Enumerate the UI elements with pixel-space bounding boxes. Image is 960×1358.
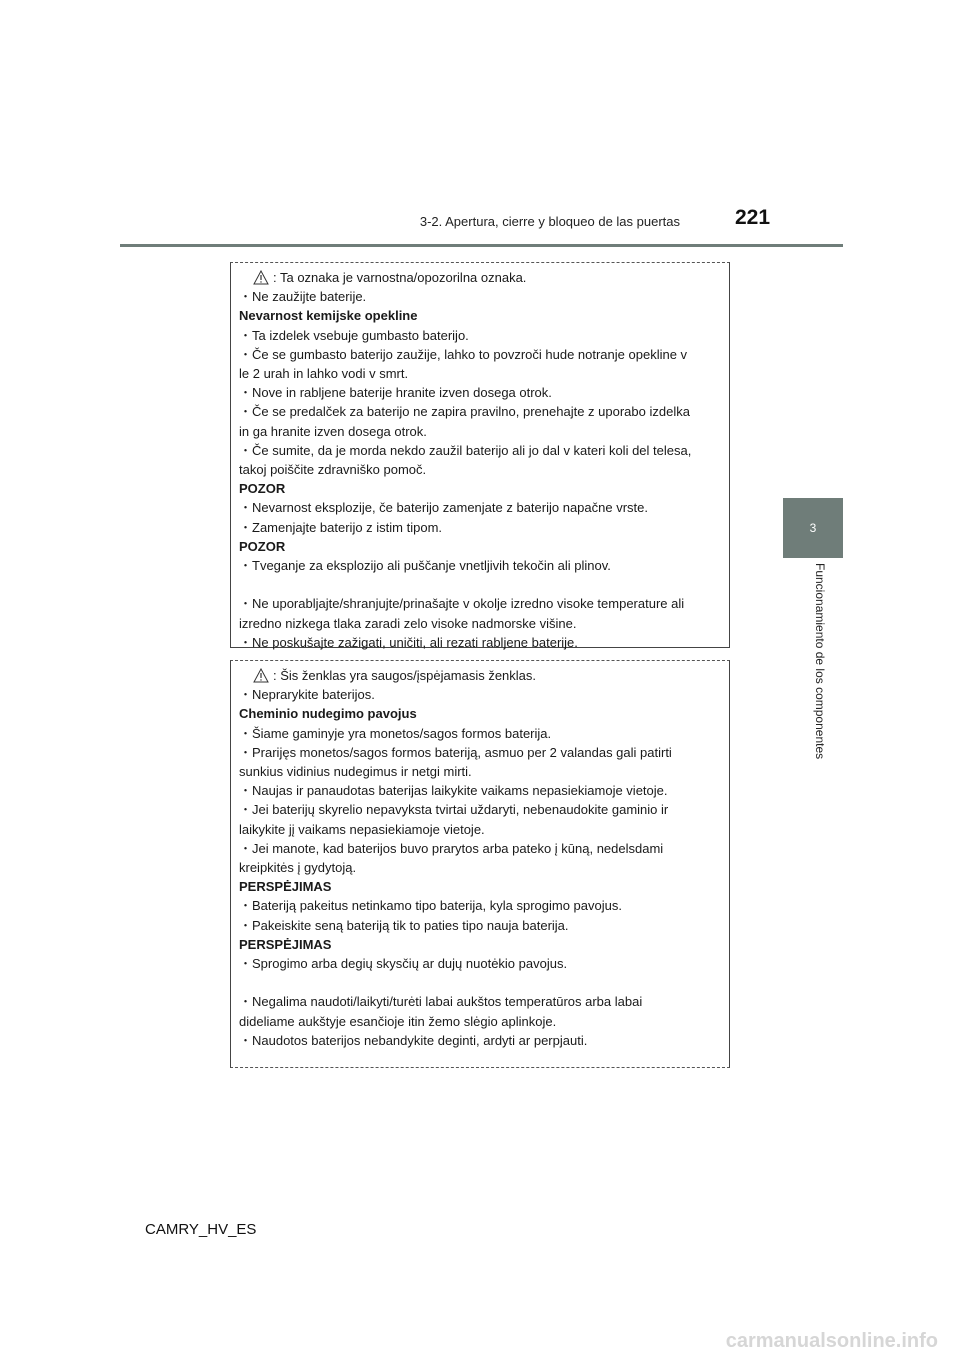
warning-line: laikykite jį vaikams nepasiekiamoje vietoje. xyxy=(239,821,485,837)
warning-line: Nevarnost kemijske opekline xyxy=(239,308,418,324)
warning-line: takoj poiščite zdravniško pomoč. xyxy=(239,462,427,478)
chapter-label: Funcionamiento de los componentes xyxy=(813,563,827,760)
watermark: carmanualsonline.info xyxy=(725,1330,938,1352)
warning-lines xyxy=(239,685,729,1050)
warning-line: dideliame aukštyje esančioje itin žemo slėgio aplinkoje. xyxy=(239,1013,557,1029)
warning-line: ・Nove in rabljene baterije hranite izven dosega otrok. xyxy=(239,385,552,401)
warning-box-lithuanian xyxy=(230,660,730,1068)
warning-line: kreipkitės į gydytoją. xyxy=(239,860,357,876)
warning-line: POZOR xyxy=(239,538,286,554)
warning-box-slovenian xyxy=(230,262,730,648)
warning-line: ・Naujas ir panaudotas baterijas laikykite vaikams nepasiekiamoje vietoje. xyxy=(239,783,668,799)
warning-line xyxy=(239,575,729,594)
warning-line: ・Zamenjajte baterijo z istim tipom. xyxy=(239,519,443,535)
warning-triangle-icon xyxy=(253,668,269,683)
warning-line: ・Prarijęs monetos/sagos formos bateriją, asmuo per 2 valandas gali patirti xyxy=(239,744,672,760)
warning-line: ・Ne poskušajte zažigati, uničiti, ali rezati rabljene baterije. xyxy=(239,634,578,650)
warning-line: ・Jei baterijų skyrelio nepavyksta tvirtai uždaryti, nebenaudokite gaminio ir xyxy=(239,802,669,818)
warning-line: ・Sprogimo arba degių skysčių ar dujų nuotėkio pavojus. xyxy=(239,956,568,972)
warning-line: le 2 urah in lahko vodi v smrt. xyxy=(239,366,409,382)
warning-line: ・Tveganje za eksplozijo ali puščanje vnetljivih tekočin ali plinov. xyxy=(239,558,611,574)
warning-line: ・Šiame gaminyje yra monetos/sagos formos baterija. xyxy=(239,725,552,741)
warning-line: PERSPĖJIMAS xyxy=(239,936,332,952)
model-code: CAMRY_HV_ES xyxy=(145,1221,257,1238)
warning-line: ・Ta izdelek vsebuje gumbasto baterijo. xyxy=(239,327,469,343)
chapter-tab xyxy=(783,498,843,558)
warning-lines xyxy=(239,287,729,652)
warning-line: ・Jei manote, kad baterijos buvo prarytos arba pateko į kūną, nedelsdami xyxy=(239,840,664,856)
warning-line: izredno nizkega tlaka zaradi zelo visoke nadmorske višine. xyxy=(239,615,577,631)
warning-line: sunkius vidinius nudegimus ir netgi mirti. xyxy=(239,764,472,780)
warning-line: ・Pakeiskite seną bateriją tik to paties tipo nauja baterija. xyxy=(239,917,569,933)
warning-line: ・Negalima naudoti/laikyti/turėti labai aukštos temperatūros arba labai xyxy=(239,994,643,1010)
warning-triangle-icon xyxy=(253,270,269,285)
warning-intro-text: : Ta oznaka je varnostna/opozorilna oznaka. xyxy=(273,270,527,285)
warning-line: in ga hranite izven dosega otrok. xyxy=(239,423,427,439)
warning-line: ・Naudotos baterijos nebandykite deginti, ardyti ar perpjauti. xyxy=(239,1032,588,1048)
warning-line: ・Ne zaužijte baterije. xyxy=(239,289,367,305)
warning-line: Cheminio nudegimo pavojus xyxy=(239,706,417,722)
warning-line: POZOR xyxy=(239,481,286,497)
warning-line: ・Neprarykite baterijos. xyxy=(239,687,375,703)
warning-line: ・Nevarnost eksplozije, če baterijo zamenjate z baterijo napačne vrste. xyxy=(239,500,648,516)
warning-line: ・Če se predalček za baterijo ne zapira pravilno, prenehajte z uporabo izdelka xyxy=(239,404,690,420)
warning-line: ・Če sumite, da je morda nekdo zaužil baterijo ali jo dal v kateri koli del telesa, xyxy=(239,442,692,458)
warning-line: PERSPĖJIMAS xyxy=(239,879,332,895)
warning-line: ・Ne uporabljajte/shranjujte/prinašajte v okolje izredno visoke temperature ali xyxy=(239,596,685,612)
warning-intro xyxy=(239,268,729,287)
section-title: 3-2. Apertura, cierre y bloqueo de las puertas xyxy=(419,214,680,229)
header-rule xyxy=(120,244,843,247)
chapter-number: 3 xyxy=(809,521,817,535)
warning-line xyxy=(239,973,729,992)
warning-intro-text: : Šis ženklas yra saugos/įspėjamasis ženklas. xyxy=(273,668,537,683)
warning-intro xyxy=(239,666,729,685)
page-number: 221 xyxy=(735,206,771,229)
warning-line: ・Bateriją pakeitus netinkamo tipo baterija, kyla sprogimo pavojus. xyxy=(239,898,622,914)
warning-line: ・Če se gumbasto baterijo zaužije, lahko to povzroči hude notranje opekline v xyxy=(239,346,688,362)
